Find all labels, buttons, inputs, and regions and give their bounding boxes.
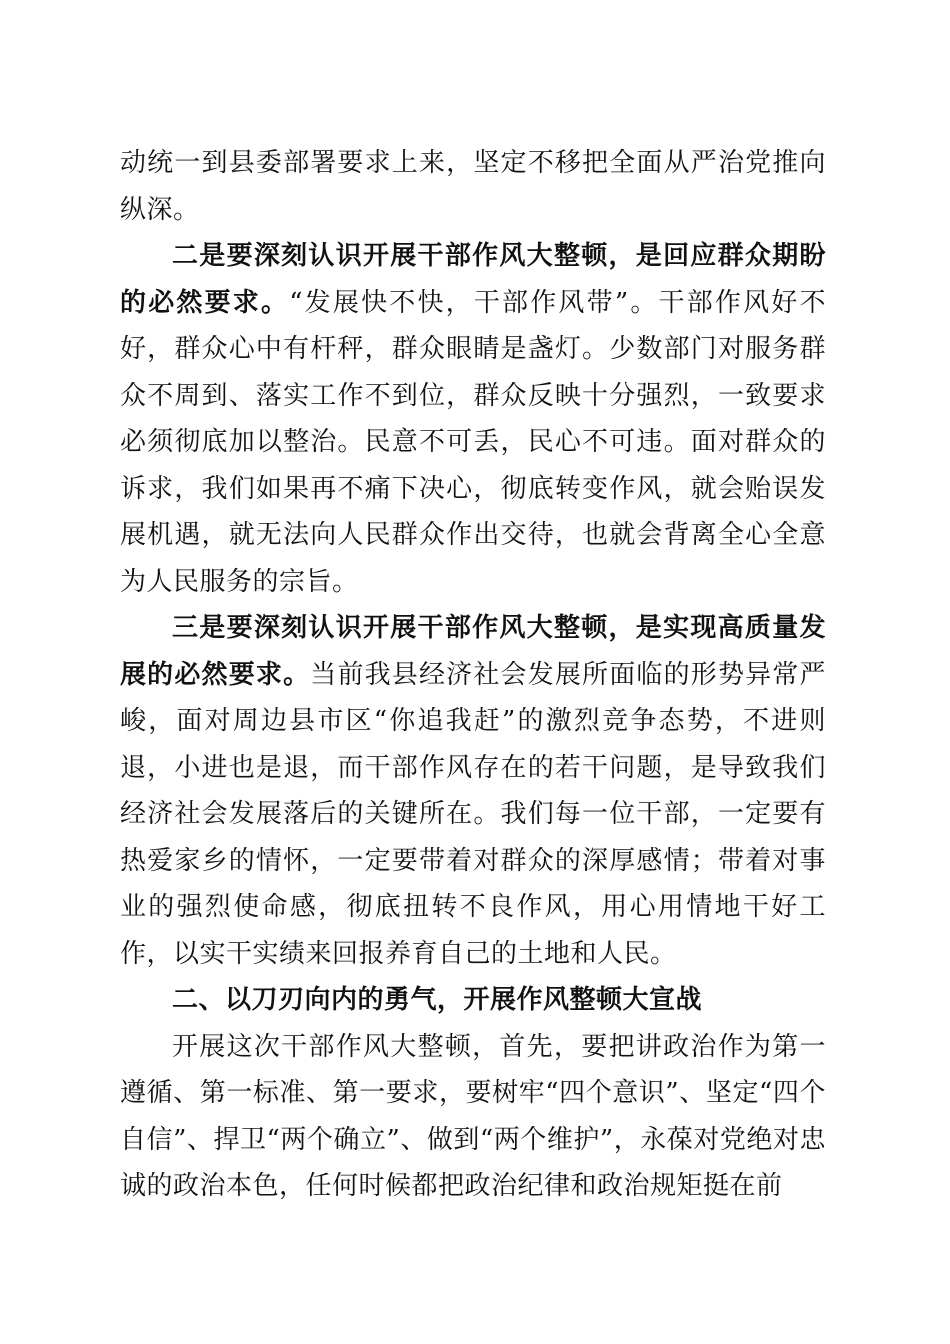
- paragraph-section-two-body: 开展这次干部作风大整顿，首先，要把讲政治作为第一遵循、第一标准、第一要求，要树牢“四个意识”、坚定“四个自信”、捍卫“两个确立”、做到“两个维护”，永葆对党绝对忠诚的政治本色，任何时候都把政治纪律和政治规矩挺在前: [120, 1031, 826, 1201]
- paragraph-point-two: [120, 233, 826, 605]
- paragraph-point-two-lead: 二是要深刻认识开展干部作风大整顿，是回应群众期盼的必然要求。: [120, 241, 826, 318]
- paragraph-point-three-lead: 三是要深刻认识开展干部作风大整顿，是实现高质量发展的必然要求。: [120, 613, 826, 690]
- section-heading: 二、以刀刃向内的勇气，开展作风整顿大宣战: [172, 985, 703, 1015]
- paragraph-point-two-body: “发展快不快，干部作风带”。干部作风好不好，群众心中有杆秤，群众眼睛是盏灯。少数部门对服务群众不周到、落实工作不到位，群众反映十分强烈，一致要求必须彻底加以整治。民意不可丢，民心不可违。面对群众的诉求，我们如果再不痛下决心，彻底转变作风，就会贻误发展机遇，就无法向人民群众作出交待，也就会背离全心全意为人民服务的宗旨。: [120, 287, 826, 597]
- document-body: [120, 140, 826, 1210]
- paragraph-point-three: [120, 605, 826, 977]
- paragraph-point-three-body: 当前我县经济社会发展所面临的形势异常严峻，面对周边县市区“你追我赶”的激烈竞争态势，不进则退，小进也是退，而干部作风存在的若干问题，是导致我们经济社会发展落后的关键所在。我们每一位干部，一定要有热爱家乡的情怀，一定要带着对群众的深厚感情；带着对事业的强烈使命感，彻底扭转不良作风，用心用情地干好工作，以实干实绩来回报养育自己的土地和人民。: [120, 659, 826, 969]
- paragraph-continuation: 动统一到县委部署要求上来，坚定不移把全面从严治党推向纵深。: [120, 148, 826, 225]
